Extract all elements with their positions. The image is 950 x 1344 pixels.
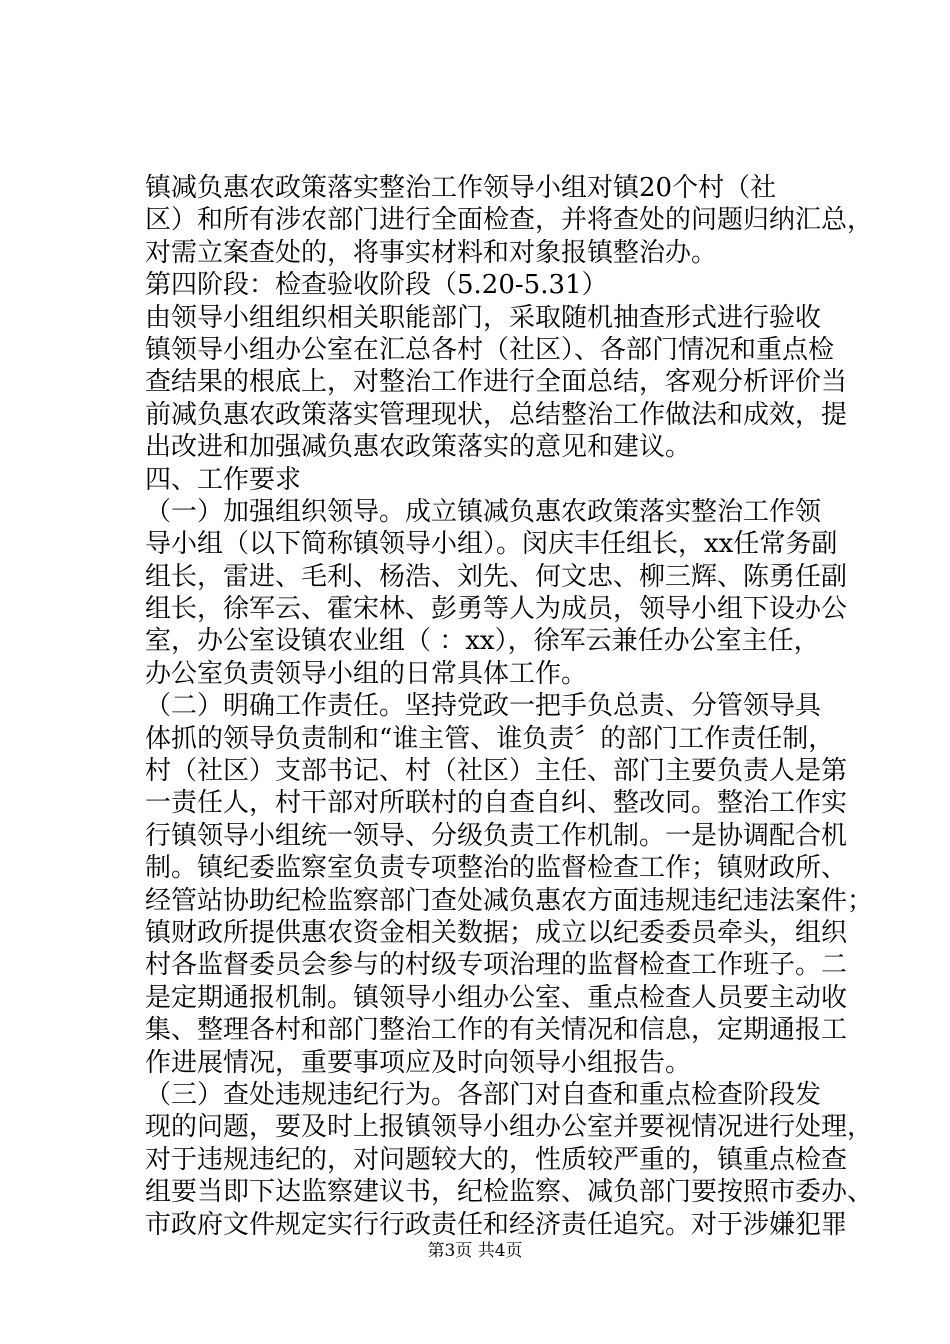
text-line: 行镇领导小组统一领导、分级负责工作机制。一是协调配合机 [145,820,848,851]
text-line: 组长，徐军云、霍宋林、彭勇等人为成员，领导小组下设办公 [145,594,848,625]
text-line: 对需立案查处的，将事实材料和对象报镇整治办。 [145,237,718,268]
text-line: 作进展情况，重要事项应及时向领导小组报告。 [145,1047,692,1078]
text-line: 集、整理各村和部门整治工作的有关情况和信息，定期通报工 [145,1015,848,1046]
text-line: 查结果的根底上，对整治工作进行全面总结，客观分析评价当 [145,367,848,398]
text-line: 制。镇纪委监察室负责专项整治的监督检查工作；镇财政所、 [145,853,848,884]
text-line: 办公室负责领导小组的日常具体工作。 [145,658,588,689]
text-line: 对于违规违纪的，对问题较大的，性质较严重的，镇重点检查 [145,1144,848,1175]
text-line: 出改进和加强减负惠农政策落实的意见和建议。 [145,432,692,463]
text-line: 导小组（以下简称镇领导小组）。闵庆丰任组长，xx任常务副 [145,529,838,560]
text-line: 室，办公室设镇农业组（ ：xx），徐军云兼任办公室主任， [145,626,820,657]
text-line: （三）查处违规违纪行为。各部门对自查和重点检查阶段发 [145,1079,822,1110]
text-line: （一）加强组织领导。成立镇减负惠农政策落实整治工作领 [145,496,822,527]
text-line: 第四阶段：检查验收阶段（5.20-5.31） [145,270,608,301]
text-line: 是定期通报机制。镇领导小组办公室、重点检查人员要主动收 [145,982,848,1013]
text-line: 镇减负惠农政策落实整治工作领导小组对镇20个村（社 [145,173,777,203]
text-line: 一责任人，村干部对所联村的自查自纠、整改同。整治工作实 [145,788,848,819]
text-line: 由领导小组组织相关职能部门，采取随机抽查形式进行验收 [145,302,822,333]
text-line: 组长，雷进、毛利、杨浩、刘先、何文忠、柳三辉、陈勇任副 [145,561,848,592]
text-line: 村各监督委员会参与的村级专项治理的监督检查工作班子。二 [145,950,848,981]
text-line: 村（社区）支部书记、村（社区）主任、部门主要负责人是第 [145,756,848,787]
section-heading: 四、工作要求 [145,464,302,495]
page-number-footer: 第3页 共4页 [427,1241,523,1261]
text-line: 体抓的领导负责制和“谁主管、谁负责〞的部门工作责任制， [145,723,835,754]
text-line: 市政府文件规定实行行政责任和经济责任追究。对于涉嫌犯罪 [145,1209,848,1240]
text-line: （二）明确工作责任。坚持党政一把手负总责、分管领导具 [145,691,822,722]
document-body [145,172,874,1241]
text-line: 镇领导小组办公室在汇总各村（社区）、各部门情况和重点检 [145,334,835,365]
text-line: 现的问题，要及时上报镇领导小组办公室并要视情况进行处理， [145,1112,874,1143]
text-line: 镇财政所提供惠农资金相关数据；成立以纪委委员牵头，组织 [145,917,848,948]
text-line: 前减负惠农政策落实管理现状，总结整治工作做法和成效，提 [145,399,848,430]
text-line: 经管站协助纪检监察部门查处减负惠农方面违规违纪违法案件； [145,885,874,916]
text-line: 区）和所有涉农部门进行全面检查，并将查处的问题归纳汇总， [145,205,874,236]
text-line: 组要当即下达监察建议书，纪检监察、减负部门要按照市委办、 [145,1177,874,1208]
